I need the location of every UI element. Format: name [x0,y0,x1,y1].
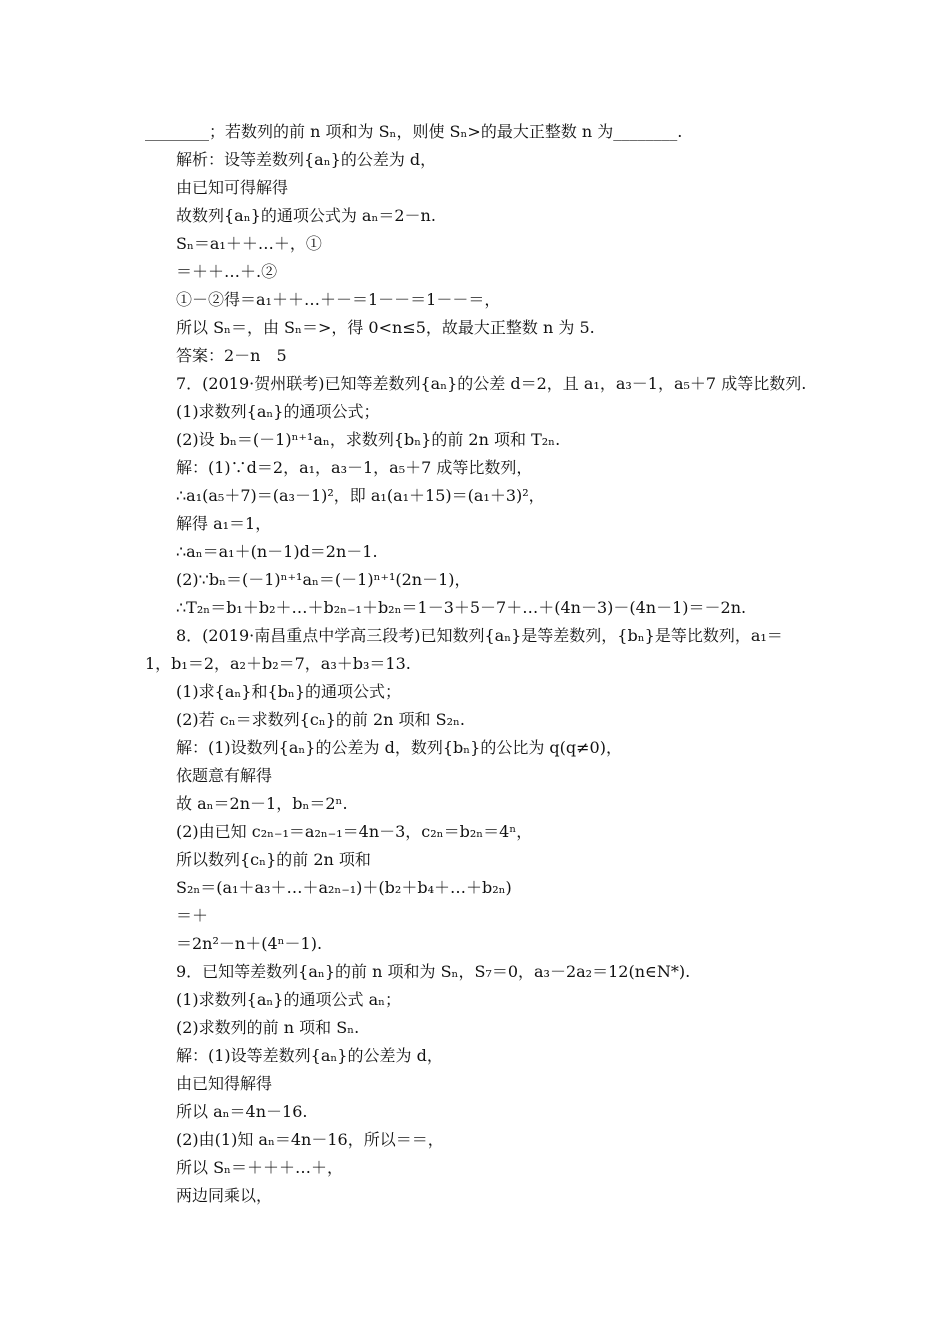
text-line-7: ①－②得＝a₁＋＋…＋－＝1－－＝1－－＝， [176,290,501,309]
text-line-10: 7．(2019·贺州联考)已知等差数列{aₙ}的公差 d＝2，且 a₁，a₃－1，a₅＋7 成等比数列. [176,374,807,393]
text-line-15: 解得 a₁＝1， [176,514,272,533]
text-line-28: S₂ₙ＝(a₁＋a₃＋…＋a₂ₙ₋₁)＋(b₂＋b₄＋…＋b₂ₙ) [176,878,512,897]
text-line-32: (1)求数列{aₙ}的通项公式 aₙ； [176,990,402,1009]
text-line-3: 由已知可得解得 [176,178,289,197]
text-line-26: (2)由已知 c₂ₙ₋₁＝a₂ₙ₋₁＝4n－3，c₂ₙ＝b₂ₙ＝4ⁿ， [176,822,533,841]
text-line-34: 解：(1)设等差数列{aₙ}的公差为 d， [176,1046,443,1065]
text-line-2: 解析：设等差数列{aₙ}的公差为 d， [176,150,437,169]
text-line-19: 8．(2019·南昌重点中学高三段考)已知数列{aₙ}是等差数列，{bₙ}是等比数列，a₁＝ [176,626,783,645]
text-line-33: (2)求数列的前 n 项和 Sₙ. [176,1018,360,1037]
text-line-13: 解：(1)∵d＝2，a₁，a₃－1，a₅＋7 成等比数列， [176,458,533,477]
text-line-29: ＝＋ [176,906,209,925]
text-line-37: (2)由(1)知 aₙ＝4n－16，所以＝＝， [176,1130,444,1149]
text-line-18: ∴T₂ₙ＝b₁＋b₂＋…＋b₂ₙ₋₁＋b₂ₙ＝1－3＋5－7＋…＋(4n－3)－(4n－1)＝－2n. [176,598,747,617]
text-line-27: 所以数列{cₙ}的前 2n 项和 [176,850,371,869]
text-line-38: 所以 Sₙ＝＋＋＋…＋， [176,1158,343,1177]
text-line-35: 由已知得解得 [176,1074,273,1093]
text-line-23: 解：(1)设数列{aₙ}的公差为 d，数列{bₙ}的公比为 q(q≠0)， [176,738,622,757]
text-line-4: 故数列{aₙ}的通项公式为 aₙ＝2－n. [176,206,436,225]
text-line-21: (1)求{aₙ}和{bₙ}的通项公式； [176,682,402,701]
text-line-14: ∴a₁(a₅＋7)＝(a₃－1)²，即 a₁(a₁＋15)＝(a₁＋3)²， [176,486,545,505]
text-line-25: 故 aₙ＝2n－1，bₙ＝2ⁿ. [176,794,348,813]
text-line-16: ∴aₙ＝a₁＋(n－1)d＝2n－1. [176,542,378,561]
text-line-31: 9．已知等差数列{aₙ}的前 n 项和为 Sₙ，S₇＝0，a₃－2a₂＝12(n∈N*). [176,962,691,981]
text-line-9: 答案：2－n 5 [176,346,287,365]
text-line-22: (2)若 cₙ＝求数列{cₙ}的前 2n 项和 S₂ₙ. [176,710,466,729]
text-line-5: Sₙ＝a₁＋＋…＋，① [176,234,322,253]
text-line-24: 依题意有解得 [176,766,273,785]
text-line-12: (2)设 bₙ＝(－1)ⁿ⁺¹aₙ，求数列{bₙ}的前 2n 项和 T₂ₙ. [176,430,561,449]
text-line-8: 所以 Sₙ＝，由 Sₙ＝>，得 0<n≤5，故最大正整数 n 为 5. [176,318,595,337]
text-line-6: ＝＋＋…＋.② [176,262,278,281]
text-line-17: (2)∵bₙ＝(－1)ⁿ⁺¹aₙ＝(－1)ⁿ⁺¹(2n－1)， [176,570,471,589]
text-line-1: ________；若数列的前 n 项和为 Sₙ，则使 Sₙ>的最大正整数 n 为________. [145,122,683,141]
text-line-39: 两边同乘以， [176,1186,273,1205]
text-line-20: 1，b₁＝2，a₂＋b₂＝7，a₃＋b₃＝13. [145,654,411,673]
text-line-30: ＝2n²－n＋(4ⁿ－1). [176,934,323,953]
text-line-11: (1)求数列{aₙ}的通项公式； [176,402,380,421]
text-line-36: 所以 aₙ＝4n－16. [176,1102,308,1121]
